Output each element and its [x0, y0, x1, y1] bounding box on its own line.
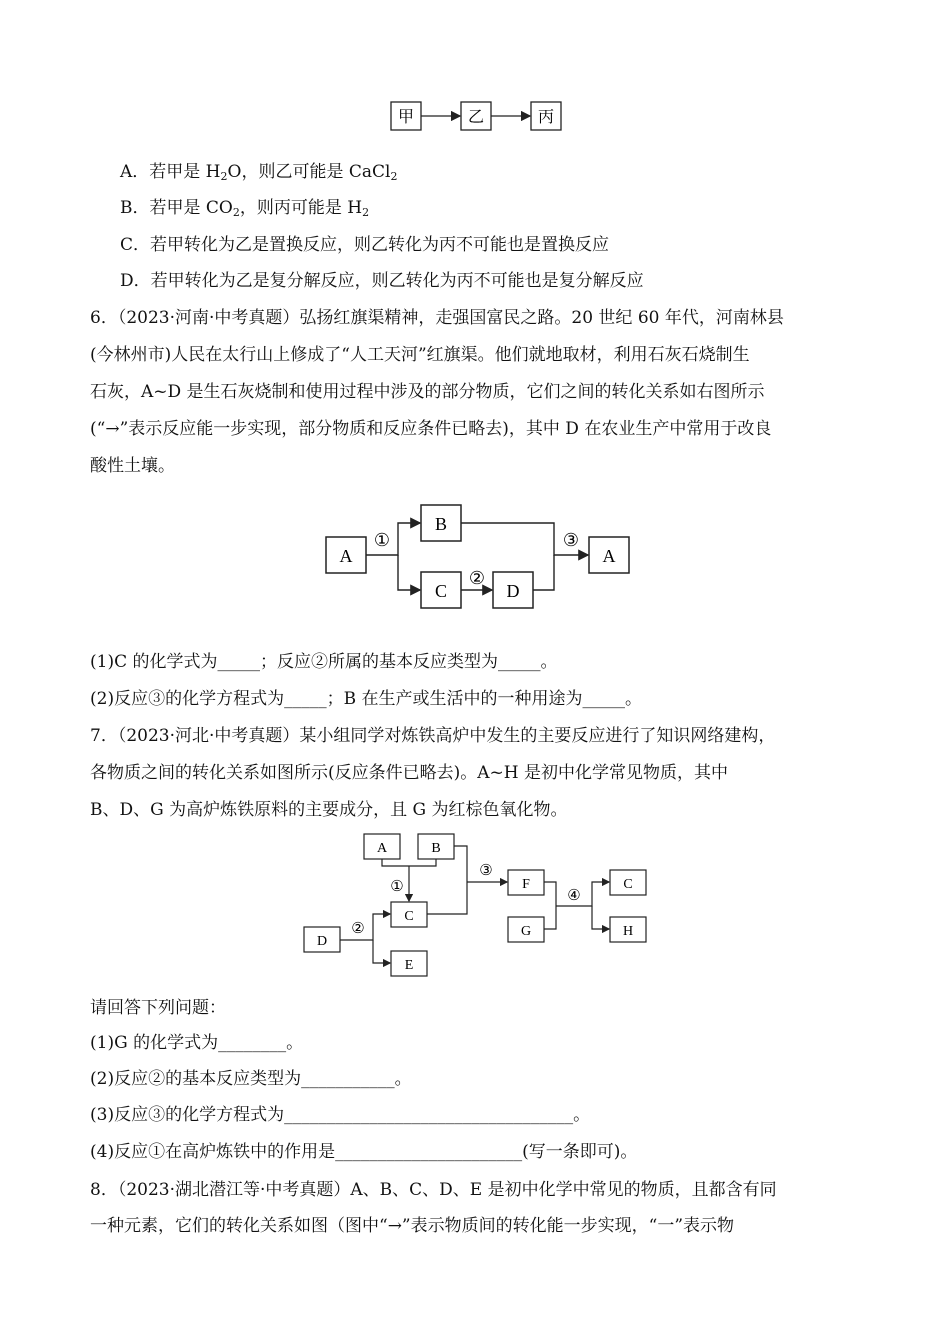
node-label: B [434, 514, 448, 534]
arrow [340, 914, 390, 940]
arrow [592, 906, 609, 929]
node-label: A [339, 546, 353, 566]
reaction-label: ① [390, 879, 404, 895]
q7-line: B、D、G 为高炉炼铁原料的主要成分，且 G 为红棕色氧化物。 [90, 800, 568, 820]
reaction-label: ④ [567, 888, 581, 904]
arrow [382, 859, 409, 866]
node-label: G [520, 924, 532, 939]
reaction-label: ② [468, 568, 486, 588]
diagram-jia-yi-bing [385, 98, 565, 134]
q7-question: (2)反应②的基本反应类型为___________。 [90, 1069, 412, 1089]
diagram-q7 [300, 830, 652, 980]
node-label: 乙 [467, 109, 485, 126]
option-a: A．若甲是 $H_2O$，则乙可能是 CaCl$_2$ [120, 162, 398, 183]
arrow [533, 555, 554, 590]
node-label: 甲 [397, 109, 415, 126]
option-b: B．若甲是 $CO_2$，则丙可能是 $H_2$ [120, 198, 370, 219]
q7-question: (1)G 的化学式为________。 [90, 1033, 304, 1053]
q8-line: 8．（2023·湖北潜江等·中考真题）A、B、C、D、E 是初中化学中常见的物质，且都含有同 [90, 1180, 777, 1200]
q7-line: 7．（2023·河北·中考真题）某小组同学对炼铁高炉中发生的主要反应进行了知识网络建构， [90, 726, 776, 746]
arrow [556, 882, 609, 906]
node-label: C [434, 581, 448, 601]
q7-line: 各物质之间的转化关系如图所示(反应条件已略去)。A~H 是初中化学常见物质，其中 [90, 763, 729, 783]
diagram-q6 [320, 500, 640, 615]
node-label: D [506, 581, 520, 601]
arrow [398, 555, 420, 590]
reaction-label: ② [351, 921, 365, 937]
node-label: A [376, 841, 388, 856]
node-label: A [602, 546, 616, 566]
q6-line: 石灰，A~D 是生石灰烧制和使用过程中涉及的部分物质，它们之间的转化关系如右图所示 [90, 382, 765, 402]
q6-line: 酸性土壤。 [90, 456, 175, 476]
q6-question: (1)C 的化学式为_____；反应②所属的基本反应类型为_____。 [90, 652, 558, 672]
q6-line: (今林州市)人民在太行山上修成了“人工天河”红旗渠。他们就地取材，利用石灰石烧制生 [90, 345, 750, 365]
option-d: D．若甲转化为乙是复分解反应，则乙转化为丙不可能也是复分解反应 [120, 271, 644, 291]
node-label: F [522, 877, 530, 892]
node-label: D [316, 934, 328, 949]
option-c: C．若甲转化为乙是置换反应，则乙转化为丙不可能也是置换反应 [120, 235, 610, 255]
q6-line: (“→”表示反应能一步实现，部分物质和反应条件已略去)，其中 D 在农业生产中常用于改良 [90, 419, 772, 439]
q8-line: 一种元素，它们的转化关系如图（图中“→”表示物质间的转化能一步实现，“一”表示物 [90, 1216, 735, 1236]
reaction-label: ① [373, 530, 391, 550]
arrow [544, 882, 556, 929]
node-label: C [623, 877, 633, 892]
node-label: B [431, 841, 441, 856]
reaction-label: ③ [479, 863, 493, 879]
node-label: E [404, 958, 414, 973]
reaction-label: ③ [562, 530, 580, 550]
q6-question: (2)反应③的化学方程式为_____；B 在生产或生活中的一种用途为_____。 [90, 689, 642, 709]
node-label: 丙 [537, 109, 555, 126]
q6-line: 6．（2023·河南·中考真题）弘扬红旗渠精神，走强国富民之路。20 世纪 60 年代，河南林县 [90, 308, 784, 328]
node-label: H [622, 924, 634, 939]
node-label: C [404, 909, 414, 924]
arrow [409, 859, 436, 866]
q7-question: (3)反应③的化学方程式为__________________________________。 [90, 1105, 591, 1125]
arrow [373, 940, 390, 963]
q7-question: 请回答下列问题： [90, 998, 226, 1018]
q7-question: (4)反应①在高炉炼铁中的作用是______________________(写一条即可)。 [90, 1142, 638, 1162]
